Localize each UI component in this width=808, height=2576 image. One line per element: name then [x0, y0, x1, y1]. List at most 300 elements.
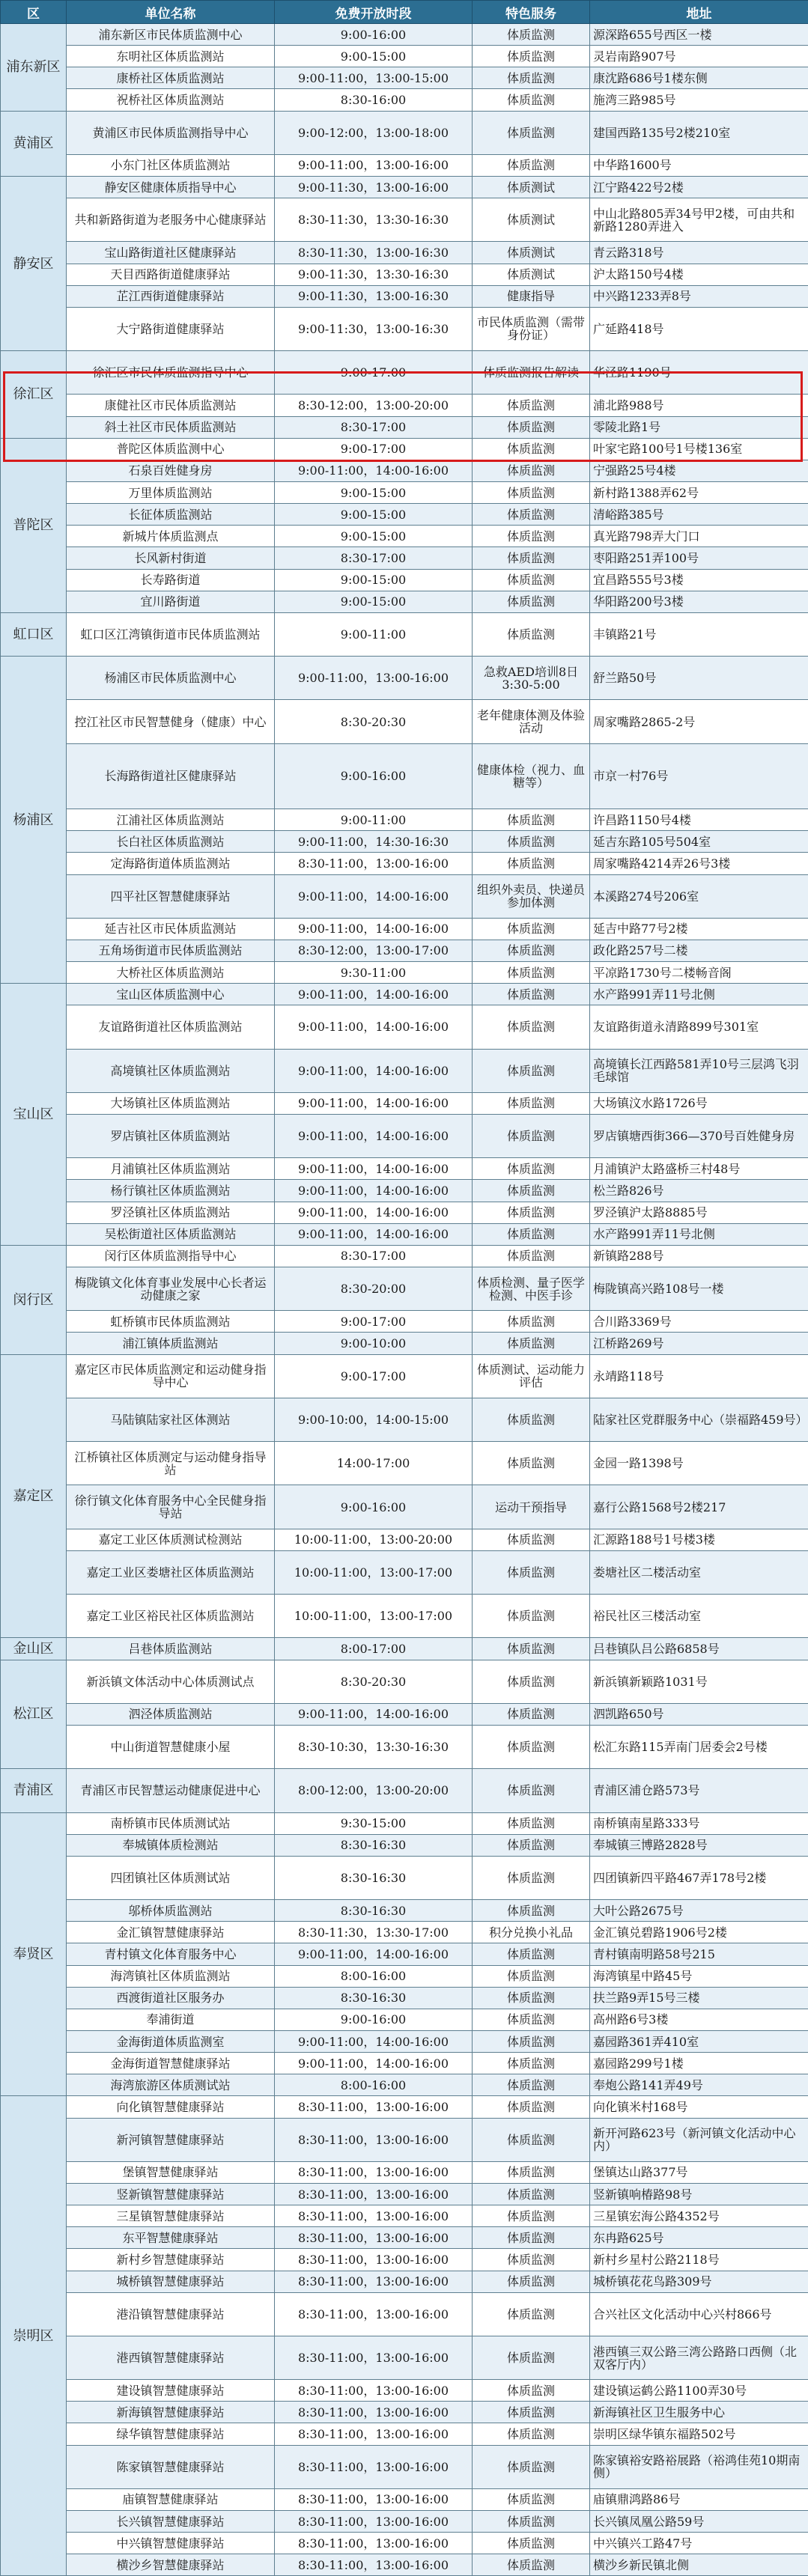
table-row [1, 2292, 808, 2336]
table-row [1, 1442, 808, 1485]
address-cell: 长兴镇凤凰公路59号 [590, 2511, 808, 2533]
table-row [1, 1703, 808, 1725]
address-cell: 梅陇镇高兴路108号一楼 [590, 1267, 808, 1311]
free-hours-cell: 8:30-11:30，13:00-16:30 [275, 242, 473, 264]
special-service-cell: 体质监测 [473, 89, 590, 111]
unit-name-cell: 罗店镇社区体质监测站 [67, 1115, 275, 1158]
address-cell: 宁强路25号4楼 [590, 460, 808, 481]
special-service-cell: 老年健康体测及体验活动 [473, 700, 590, 743]
district-cell: 奉贤区 [1, 1812, 67, 2096]
address-cell: 江桥路269号 [590, 1333, 808, 1354]
table-row [1, 2380, 808, 2402]
free-hours-cell: 9:00-17:00 [275, 351, 473, 395]
unit-name-cell: 马陆镇陆家社区体测站 [67, 1398, 275, 1441]
free-hours-cell: 8:00-12:00，13:00-20:00 [275, 1769, 473, 1812]
address-cell: 广延路418号 [590, 307, 808, 350]
special-service-cell: 急救AED培训8日3:30-5:00 [473, 657, 590, 700]
table-row [1, 853, 808, 874]
free-hours-cell: 9:00-11:00，14:00-16:00 [275, 1202, 473, 1223]
free-hours-cell: 9:00-17:00 [275, 1311, 473, 1333]
free-hours-cell: 8:30-11:00，13:00-16:00 [275, 2554, 473, 2576]
free-hours-cell: 8:00-16:00 [275, 1965, 473, 1987]
special-service-cell: 体质监测 [473, 2554, 590, 2576]
table-row [1, 2074, 808, 2096]
table-row [1, 1245, 808, 1267]
special-service-cell: 体质测试 [473, 242, 590, 264]
table-row [1, 2488, 808, 2510]
free-hours-cell: 8:30-11:00，13:00-16:00 [275, 2511, 473, 2533]
address-cell: 枣阳路251弄100号 [590, 547, 808, 569]
special-service-cell: 体质监测 [473, 2009, 590, 2030]
special-service-cell: 体质监测 [473, 1115, 590, 1158]
free-hours-cell: 10:00-11:00，13:00-17:00 [275, 1550, 473, 1594]
unit-name-cell: 奉浦街道 [67, 2009, 275, 2030]
unit-name-cell: 中山街道智慧健康小屋 [67, 1725, 275, 1768]
free-hours-cell: 8:30-16:30 [275, 1900, 473, 1922]
special-service-cell: 体质监测 [473, 111, 590, 154]
table-row [1, 264, 808, 285]
district-cell: 杨浦区 [1, 657, 67, 984]
unit-name-cell: 邬桥体质监测站 [67, 1900, 275, 1922]
special-service-cell: 体质监测 [473, 504, 590, 526]
special-service-cell: 体质监测 [473, 438, 590, 460]
unit-name-cell: 东明社区体质监测站 [67, 46, 275, 67]
unit-name-cell: 闵行区体质监测指导中心 [67, 1245, 275, 1267]
unit-name-cell: 共和新路街道为老服务中心健康驿站 [67, 198, 275, 242]
unit-name-cell: 陈家镇智慧健康驿站 [67, 2445, 275, 2488]
table-row [1, 1812, 808, 1834]
address-cell: 汇源路188号1号楼3楼 [590, 1529, 808, 1550]
special-service-cell: 体质监测 [473, 2511, 590, 2533]
unit-name-cell: 建设镇智慧健康驿站 [67, 2380, 275, 2402]
table-row [1, 940, 808, 961]
special-service-cell: 体质监测 [473, 2488, 590, 2510]
table-row [1, 1485, 808, 1529]
district-cell: 金山区 [1, 1638, 67, 1660]
unit-name-cell: 长海路街道社区健康驿站 [67, 743, 275, 809]
free-hours-cell: 8:30-12:00，13:00-17:00 [275, 940, 473, 961]
special-service-cell: 体质监测 [473, 2423, 590, 2445]
unit-name-cell: 小东门社区体质监测站 [67, 154, 275, 176]
table-row [1, 1202, 808, 1223]
special-service-cell: 体质监测 [473, 1943, 590, 1965]
special-service-cell: 体质监测 [473, 416, 590, 438]
free-hours-cell: 9:00-11:00，14:00-16:00 [275, 460, 473, 481]
address-cell: 合兴社区文化活动中心兴村866号 [590, 2292, 808, 2336]
table-row [1, 526, 808, 547]
free-hours-cell: 8:30-17:00 [275, 1245, 473, 1267]
unit-name-cell: 芷江西街道健康驿站 [67, 285, 275, 307]
unit-name-cell: 城桥镇智慧健康驿站 [67, 2271, 275, 2292]
address-cell: 永靖路118号 [590, 1354, 808, 1398]
free-hours-cell: 9:00-11:00，14:00-16:00 [275, 1180, 473, 1202]
free-hours-cell: 9:00-11:00，14:00-16:00 [275, 1115, 473, 1158]
special-service-cell: 体质监测 [473, 1311, 590, 1333]
unit-name-cell: 静安区健康体质指导中心 [67, 176, 275, 198]
unit-name-cell: 西渡街道社区服务办 [67, 1987, 275, 2009]
table-row [1, 1660, 808, 1703]
table-row [1, 1856, 808, 1899]
special-service-cell: 体质监测 [473, 1223, 590, 1245]
special-service-cell: 体质监测 [473, 2380, 590, 2402]
free-hours-cell: 8:30-11:00，13:00-16:00 [275, 2533, 473, 2554]
special-service-cell: 体质监测 [473, 2227, 590, 2249]
address-cell: 江宁路422号2楼 [590, 176, 808, 198]
special-service-cell: 体质监测 [473, 1202, 590, 1223]
free-hours-cell: 8:30-12:00，13:00-20:00 [275, 395, 473, 416]
address-cell: 泗凯路650号 [590, 1703, 808, 1725]
special-service-cell: 体质监测 [473, 984, 590, 1005]
free-hours-cell: 8:30-10:30，13:30-16:30 [275, 1725, 473, 1768]
special-service-cell: 体质监测 [473, 1049, 590, 1092]
free-hours-cell: 9:30-11:00 [275, 962, 473, 984]
unit-name-cell: 高境镇社区体质监测站 [67, 1049, 275, 1092]
table-row [1, 307, 808, 350]
unit-name-cell: 奉城镇体质检测站 [67, 1834, 275, 1856]
table-row [1, 1943, 808, 1965]
table-row [1, 2227, 808, 2249]
address-cell: 裕民社区三楼活动室 [590, 1595, 808, 1638]
table-row [1, 962, 808, 984]
district-cell: 徐汇区 [1, 351, 67, 439]
address-cell: 向化镇米村168号 [590, 2096, 808, 2118]
free-hours-cell: 9:00-11:00，14:30-16:30 [275, 831, 473, 853]
free-hours-cell: 9:00-16:00 [275, 2009, 473, 2030]
free-hours-cell: 8:30-11:00，13:00-16:00 [275, 2336, 473, 2379]
address-cell: 建设镇运鹤公路1100弄30号 [590, 2380, 808, 2402]
free-hours-cell: 9:00-11:30，13:00-16:30 [275, 307, 473, 350]
unit-name-cell: 万里体质监测站 [67, 481, 275, 503]
free-hours-cell: 9:00-17:00 [275, 1354, 473, 1398]
unit-name-cell: 青村镇文化体育服务中心 [67, 1943, 275, 1965]
special-service-cell: 体质监测 [473, 460, 590, 481]
special-service-cell: 体质监测 [473, 1180, 590, 1202]
special-service-cell: 市民体质监测（需带身份证） [473, 307, 590, 350]
unit-name-cell: 大宁路街道健康驿站 [67, 307, 275, 350]
unit-name-cell: 嘉定工业区体质测试检测站 [67, 1529, 275, 1550]
unit-name-cell: 长白社区体质监测站 [67, 831, 275, 853]
free-hours-cell: 9:00-12:00，13:00-18:00 [275, 111, 473, 154]
free-hours-cell: 9:00-11:00，14:00-16:00 [275, 918, 473, 940]
address-cell: 许昌路1150号4楼 [590, 809, 808, 831]
free-hours-cell: 8:30-11:00，13:00-16:00 [275, 2488, 473, 2510]
table-row [1, 504, 808, 526]
unit-name-cell: 普陀区体质监测中心 [67, 438, 275, 460]
free-hours-cell: 9:00-16:00 [275, 24, 473, 46]
unit-name-cell: 向化镇智慧健康驿站 [67, 2096, 275, 2118]
special-service-cell: 体质监测 [473, 809, 590, 831]
unit-name-cell: 新海镇智慧健康驿站 [67, 2402, 275, 2423]
address-cell: 建国西路135号2楼210室 [590, 111, 808, 154]
special-service-cell: 体质监测 [473, 591, 590, 612]
table-row [1, 2336, 808, 2379]
free-hours-cell: 9:00-15:00 [275, 504, 473, 526]
unit-name-cell: 新河镇智慧健康驿站 [67, 2118, 275, 2161]
special-service-cell: 体质监测 [473, 1965, 590, 1987]
free-hours-cell: 8:30-11:00，13:00-16:00 [275, 2292, 473, 2336]
special-service-cell: 体质监测 [473, 2074, 590, 2096]
unit-name-cell: 金海街道智慧健康驿站 [67, 2053, 275, 2074]
address-cell: 松兰路826号 [590, 1180, 808, 1202]
unit-name-cell: 江桥镇社区体质测定与运动健身指导站 [67, 1442, 275, 1485]
table-header-row [1, 1, 808, 24]
address-cell: 新浜镇新颖路1031号 [590, 1660, 808, 1703]
unit-name-cell: 嘉定工业区娄塘社区体质监测站 [67, 1550, 275, 1594]
free-hours-cell: 9:00-11:30，13:00-16:30 [275, 285, 473, 307]
special-service-cell: 体质监测 [473, 1834, 590, 1856]
address-cell: 康沈路686号1楼东侧 [590, 67, 808, 89]
free-hours-cell: 9:00-11:00，14:00-16:00 [275, 2030, 473, 2052]
table-row [1, 89, 808, 111]
district-cell: 普陀区 [1, 438, 67, 612]
table-row [1, 591, 808, 612]
unit-name-cell: 石泉百姓健身房 [67, 460, 275, 481]
special-service-cell: 体质监测 [473, 2205, 590, 2227]
unit-name-cell: 四团镇社区体质测试站 [67, 1856, 275, 1899]
unit-name-cell: 绿华镇智慧健康驿站 [67, 2423, 275, 2445]
address-cell: 东冉路625号 [590, 2227, 808, 2249]
address-cell: 宜昌路555号3楼 [590, 569, 808, 591]
table-row [1, 2554, 808, 2576]
free-hours-cell: 9:00-15:00 [275, 526, 473, 547]
district-cell: 宝山区 [1, 984, 67, 1246]
address-cell: 嘉园路361弄410室 [590, 2030, 808, 2052]
free-hours-cell: 9:00-15:00 [275, 46, 473, 67]
table-row [1, 1354, 808, 1398]
free-hours-cell: 9:00-11:00，13:00-15:00 [275, 67, 473, 89]
free-hours-cell: 9:00-11:30，13:00-16:00 [275, 176, 473, 198]
address-cell: 清峪路385号 [590, 504, 808, 526]
header-unit-name: 单位名称 [67, 1, 275, 24]
address-cell: 浦北路988号 [590, 395, 808, 416]
address-cell: 四团镇新四平路467弄178号2楼 [590, 1856, 808, 1899]
table-row [1, 2096, 808, 2118]
table-row [1, 2053, 808, 2074]
unit-name-cell: 天目西路街道健康驿站 [67, 264, 275, 285]
address-cell: 港西镇三双公路三湾公路路口西侧（北双客厅内） [590, 2336, 808, 2379]
special-service-cell: 体质测试 [473, 176, 590, 198]
address-cell: 华泾路1190号 [590, 351, 808, 395]
address-cell: 中兴镇兴工路47号 [590, 2533, 808, 2554]
free-hours-cell: 9:00-11:00，14:00-16:00 [275, 1092, 473, 1114]
address-cell: 扶兰路9弄15号三楼 [590, 1987, 808, 2009]
free-hours-cell: 9:00-11:00，13:00-16:00 [275, 154, 473, 176]
address-cell: 吕巷镇队吕公路6858号 [590, 1638, 808, 1660]
address-cell: 周家嘴路4214弄26号3楼 [590, 853, 808, 874]
unit-name-cell: 大场镇社区体质监测站 [67, 1092, 275, 1114]
free-hours-cell: 8:30-11:00，13:00-16:00 [275, 2096, 473, 2118]
table-row [1, 657, 808, 700]
address-cell: 嘉园路299号1楼 [590, 2053, 808, 2074]
address-cell: 高州路6号3楼 [590, 2009, 808, 2030]
free-hours-cell: 8:30-11:00，13:00-16:00 [275, 2227, 473, 2249]
unit-name-cell: 康健社区市民体质监测站 [67, 395, 275, 416]
free-hours-cell: 9:00-11:00，14:00-16:00 [275, 2053, 473, 2074]
free-hours-cell: 8:30-17:00 [275, 416, 473, 438]
unit-name-cell: 长寿路街道 [67, 569, 275, 591]
address-cell: 延吉东路105号504室 [590, 831, 808, 853]
unit-name-cell: 海湾旅游区体质测试站 [67, 2074, 275, 2096]
district-cell: 虹口区 [1, 612, 67, 656]
table-row [1, 2402, 808, 2423]
table-row [1, 1180, 808, 1202]
address-cell: 金汇镇兑碧路1906号2楼 [590, 1922, 808, 1943]
address-cell: 新镇路288号 [590, 1245, 808, 1267]
table-row [1, 67, 808, 89]
unit-name-cell: 杨行镇社区体质监测站 [67, 1180, 275, 1202]
address-cell: 水产路991弄11号北侧 [590, 1223, 808, 1245]
special-service-cell: 体质监测 [473, 2271, 590, 2292]
special-service-cell: 体质监测 [473, 1660, 590, 1703]
district-cell: 闵行区 [1, 1245, 67, 1354]
unit-name-cell: 定海路街道体质监测站 [67, 853, 275, 874]
table-row [1, 2423, 808, 2445]
unit-name-cell: 新城片体质监测点 [67, 526, 275, 547]
special-service-cell: 健康指导 [473, 285, 590, 307]
unit-name-cell: 虹桥镇市民体质监测站 [67, 1311, 275, 1333]
district-cell: 浦东新区 [1, 24, 67, 112]
address-cell: 竖新镇响椿路98号 [590, 2183, 808, 2205]
unit-name-cell: 月浦镇社区体质监测站 [67, 1158, 275, 1180]
district-cell: 静安区 [1, 176, 67, 350]
free-hours-cell: 9:00-15:00 [275, 591, 473, 612]
address-cell: 崇明区绿华镇东福路502号 [590, 2423, 808, 2445]
address-cell: 城桥镇花花鸟路309号 [590, 2271, 808, 2292]
table-row [1, 111, 808, 154]
free-hours-cell: 8:30-11:00，13:00-16:00 [275, 2423, 473, 2445]
special-service-cell: 体质监测 [473, 2053, 590, 2074]
special-service-cell: 体质监测 [473, 2292, 590, 2336]
table-row [1, 1987, 808, 2009]
header-district: 区 [1, 1, 67, 24]
free-hours-cell: 9:00-15:00 [275, 481, 473, 503]
special-service-cell: 体质监测 [473, 2161, 590, 2183]
free-hours-cell: 8:30-11:00，13:00-16:00 [275, 2271, 473, 2292]
unit-name-cell: 康桥社区体质监测站 [67, 67, 275, 89]
special-service-cell: 体质监测 [473, 1703, 590, 1725]
address-cell: 陆家社区党群服务中心（崇福路459号） [590, 1398, 808, 1441]
table-row [1, 2445, 808, 2488]
table-row [1, 1333, 808, 1354]
unit-name-cell: 庙镇智慧健康驿站 [67, 2488, 275, 2510]
special-service-cell: 体质监测 [473, 2402, 590, 2423]
special-service-cell: 体质监测 [473, 962, 590, 984]
free-hours-cell: 8:00-16:00 [275, 2074, 473, 2096]
free-hours-cell: 9:00-11:00，14:00-16:00 [275, 1049, 473, 1092]
unit-name-cell: 金汇镇智慧健康驿站 [67, 1922, 275, 1943]
address-cell: 奉炮公路141弄49号 [590, 2074, 808, 2096]
unit-name-cell: 宝山路街道社区健康驿站 [67, 242, 275, 264]
table-row [1, 1638, 808, 1660]
table-row [1, 1900, 808, 1922]
special-service-cell: 组织外卖员、快递员参加体测 [473, 874, 590, 918]
special-service-cell: 体质监测 [473, 526, 590, 547]
table-row [1, 1529, 808, 1550]
table-row [1, 351, 808, 395]
district-cell: 黄浦区 [1, 111, 67, 176]
special-service-cell: 体质监测 [473, 2118, 590, 2161]
special-service-cell: 积分兑换小礼品 [473, 1922, 590, 1943]
special-service-cell: 体质监测 [473, 940, 590, 961]
free-hours-cell: 9:00-11:30，13:30-16:30 [275, 264, 473, 285]
special-service-cell: 体质监测 [473, 1442, 590, 1485]
address-cell: 海湾镇星中路45号 [590, 1965, 808, 1987]
table-row [1, 1922, 808, 1943]
table-row [1, 1769, 808, 1812]
special-service-cell: 体质监测 [473, 2336, 590, 2379]
address-cell: 施湾三路985号 [590, 89, 808, 111]
unit-name-cell: 大桥社区体质监测站 [67, 962, 275, 984]
free-hours-cell: 8:30-11:00，13:00-16:00 [275, 2118, 473, 2161]
table-row [1, 2183, 808, 2205]
address-cell: 政化路257号二楼 [590, 940, 808, 961]
special-service-cell: 体质监测 [473, 481, 590, 503]
free-hours-cell: 9:00-17:00 [275, 438, 473, 460]
special-service-cell: 体质监测 [473, 1333, 590, 1354]
district-cell: 青浦区 [1, 1769, 67, 1812]
free-hours-cell: 8:30-11:30，13:30-17:00 [275, 1922, 473, 1943]
free-hours-cell: 9:00-11:00，14:00-16:00 [275, 1223, 473, 1245]
special-service-cell: 体质监测 [473, 1005, 590, 1049]
table-row [1, 285, 808, 307]
table-row [1, 242, 808, 264]
free-hours-cell: 10:00-11:00，13:00-20:00 [275, 1529, 473, 1550]
address-cell: 奉城镇三博路2828号 [590, 1834, 808, 1856]
free-hours-cell: 9:00-11:00，14:00-16:00 [275, 1943, 473, 1965]
table-row [1, 438, 808, 460]
free-hours-cell: 9:00-11:00，14:00-16:00 [275, 874, 473, 918]
unit-name-cell: 祝桥社区体质监测站 [67, 89, 275, 111]
unit-name-cell: 长风新村街道 [67, 547, 275, 569]
table-row [1, 198, 808, 242]
address-cell: 大叶公路2675号 [590, 1900, 808, 1922]
table-row [1, 2205, 808, 2227]
table-row [1, 984, 808, 1005]
address-cell: 陈家镇裕安路裕展路（裕鸿佳苑10期南侧） [590, 2445, 808, 2488]
unit-name-cell: 浦江镇体质监测站 [67, 1333, 275, 1354]
table-row [1, 1049, 808, 1092]
table-row [1, 2009, 808, 2030]
free-hours-cell: 9:00-16:00 [275, 743, 473, 809]
special-service-cell: 体质监测 [473, 1245, 590, 1267]
address-cell: 周家嘴路2865-2号 [590, 700, 808, 743]
unit-name-cell: 吕巷体质监测站 [67, 1638, 275, 1660]
special-service-cell: 体质监测 [473, 547, 590, 569]
special-service-cell: 运动干预指导 [473, 1485, 590, 1529]
table-row [1, 1267, 808, 1311]
address-cell: 新海镇社区卫生服务中心 [590, 2402, 808, 2423]
special-service-cell: 体质检测、量子医学检测、中医手诊 [473, 1267, 590, 1311]
unit-name-cell: 江浦社区体质监测站 [67, 809, 275, 831]
free-hours-cell: 9:00-11:00，14:00-16:00 [275, 1005, 473, 1049]
table-row [1, 416, 808, 438]
unit-name-cell: 宜川路街道 [67, 591, 275, 612]
address-cell: 真光路798弄大门口 [590, 526, 808, 547]
district-cell: 嘉定区 [1, 1354, 67, 1638]
table-row [1, 2271, 808, 2292]
free-hours-cell: 8:30-20:30 [275, 1660, 473, 1703]
table-row [1, 1158, 808, 1180]
table-row [1, 460, 808, 481]
free-hours-cell: 8:30-11:00，13:00-16:00 [275, 2402, 473, 2423]
special-service-cell: 体质监测 [473, 569, 590, 591]
address-cell: 源深路655号西区一楼 [590, 24, 808, 46]
free-hours-cell: 9:00-11:00，14:00-16:00 [275, 1158, 473, 1180]
special-service-cell: 体质测试 [473, 264, 590, 285]
district-cell: 松江区 [1, 1660, 67, 1769]
address-cell: 松汇东路115弄南门居委会2号楼 [590, 1725, 808, 1768]
free-hours-cell: 9:00-11:00，14:00-16:00 [275, 984, 473, 1005]
